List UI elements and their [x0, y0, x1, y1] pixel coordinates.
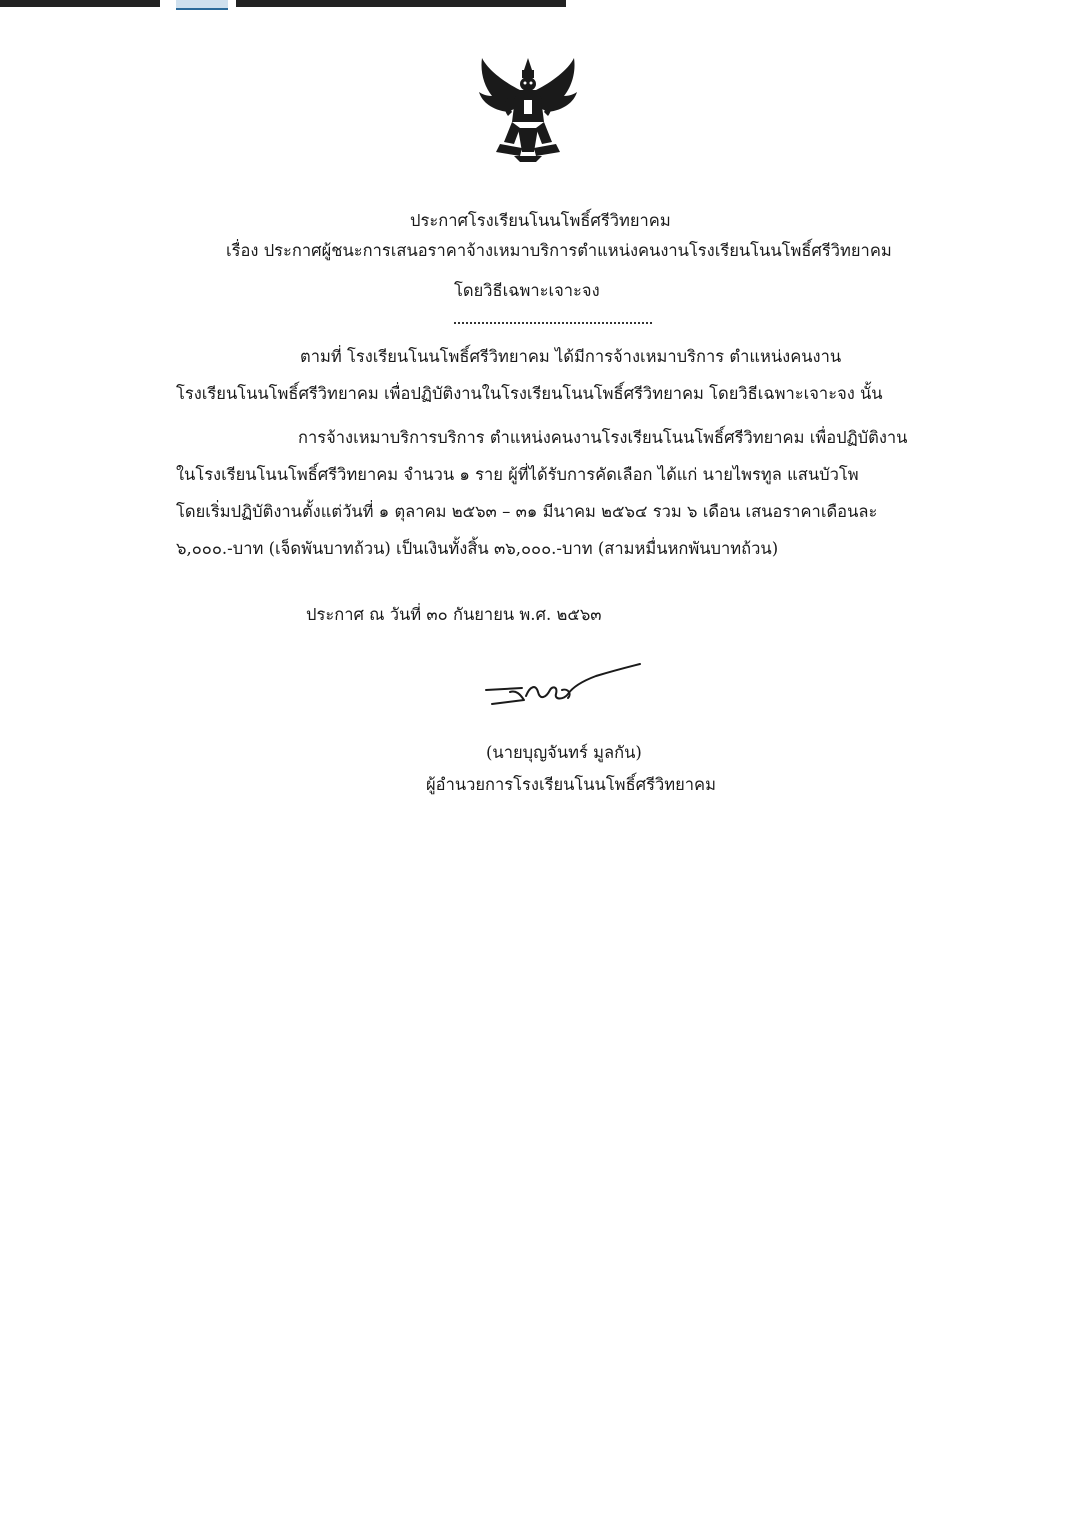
announcement-date: ประกาศ ณ วันที่ ๓๐ กันยายน พ.ศ. ๒๕๖๓	[306, 605, 602, 624]
signatory-name: (นายบุญจันทร์ มูลกัน)	[486, 743, 642, 762]
signatory-position: ผู้อำนวยการโรงเรียนโนนโพธิ์ศรีวิทยาคม	[426, 775, 716, 794]
paragraph-2-line-4: ๖,๐๐๐.-บาท (เจ็ดพันบาทถ้วน) เป็นเงินทั้งสิ้น ๓๖,๐๐๐.-บาท (สามหมื่นหกพันบาทถ้วน)	[176, 539, 779, 558]
scan-edge-left	[0, 0, 160, 7]
garuda-emblem-icon	[474, 52, 582, 164]
scan-top-edge	[0, 0, 1076, 8]
paragraph-1-line-2: โรงเรียนโนนโพธิ์ศรีวิทยาคม เพื่อปฏิบัติงานในโรงเรียนโนนโพธิ์ศรีวิทยาคม โดยวิธีเฉพาะเจาะจง นั้น	[176, 384, 883, 403]
paragraph-2-line-3: โดยเริ่มปฏิบัติงานตั้งแต่วันที่ ๑ ตุลาคม ๒๕๖๓ – ๓๑ มีนาคม ๒๕๖๔ รวม ๖ เดือน เสนอราคาเดือนละ	[176, 502, 878, 521]
announcement-subject: เรื่อง ประกาศผู้ชนะการเสนอราคาจ้างเหมาบริการตำแหน่งคนงานโรงเรียนโนนโพธิ์ศรีวิทยาคม	[226, 241, 892, 260]
scan-edge-blue	[176, 0, 228, 10]
announcement-title: ประกาศโรงเรียนโนนโพธิ์ศรีวิทยาคม	[410, 211, 671, 230]
handwritten-signature-icon	[476, 660, 646, 716]
scan-edge-mid	[236, 0, 566, 7]
title-separator	[454, 322, 652, 324]
paragraph-2-line-2: ในโรงเรียนโนนโพธิ์ศรีวิทยาคม จำนวน ๑ ราย ผู้ที่ได้รับการคัดเลือก ได้แก่ นายไพรทูล แสนบัวโพ	[176, 465, 859, 484]
announcement-subject-continued: โดยวิธีเฉพาะเจาะจง	[454, 281, 600, 300]
paragraph-1-line-1: ตามที่ โรงเรียนโนนโพธิ์ศรีวิทยาคม ได้มีการจ้างเหมาบริการ ตำแหน่งคนงาน	[300, 347, 842, 366]
paragraph-2-line-1: การจ้างเหมาบริการบริการ ตำแหน่งคนงานโรงเรียนโนนโพธิ์ศรีวิทยาคม เพื่อปฏิบัติงาน	[298, 428, 908, 447]
